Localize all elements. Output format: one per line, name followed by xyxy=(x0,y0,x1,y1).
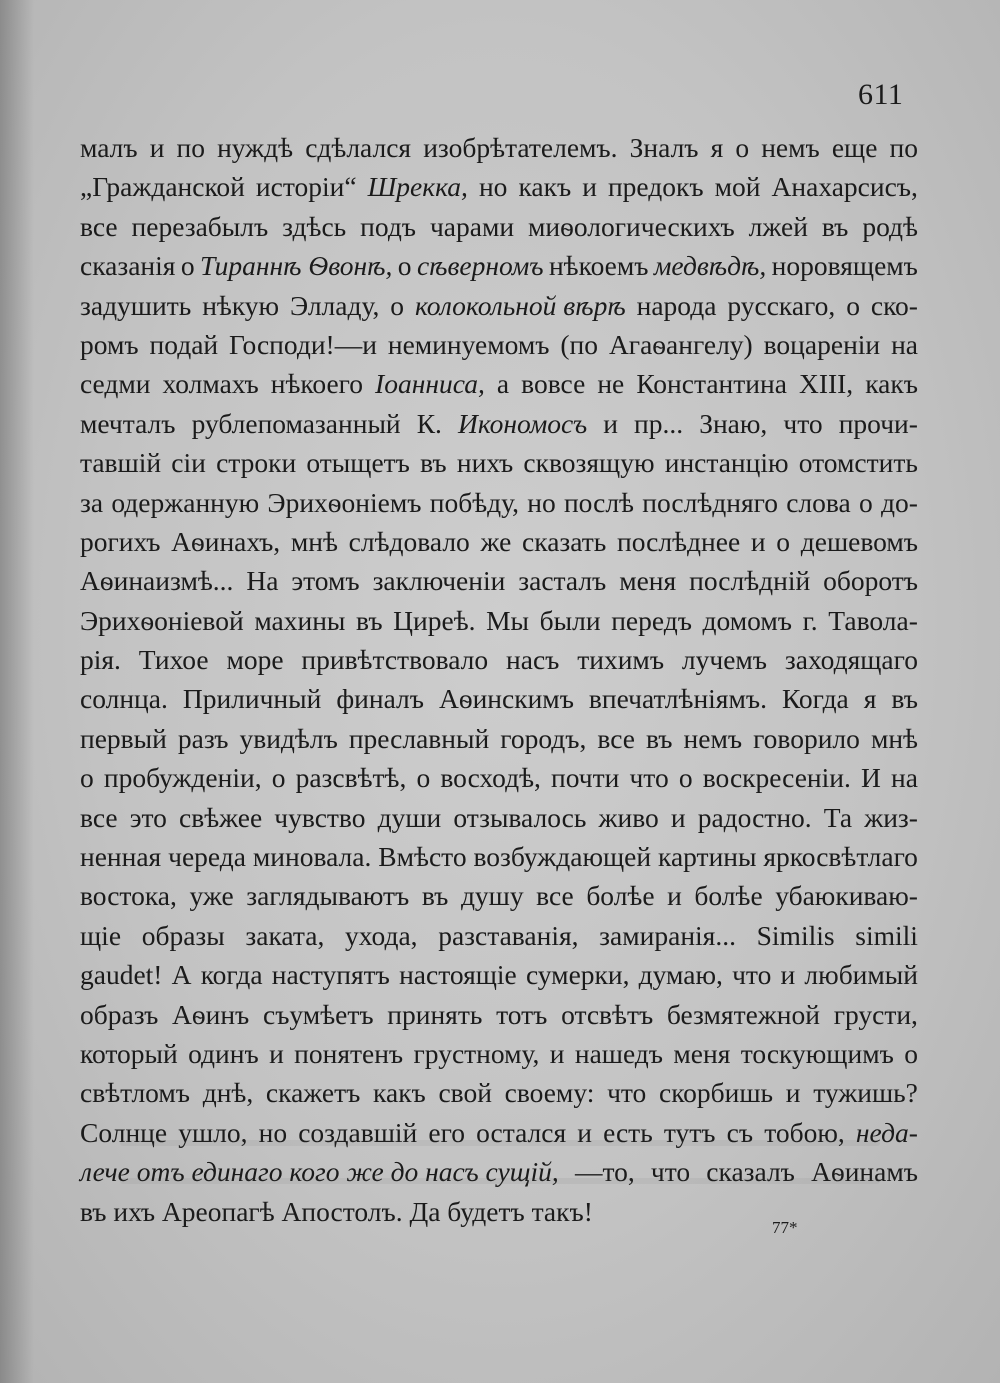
text-line xyxy=(80,916,918,955)
word: море xyxy=(226,644,284,676)
word: до- xyxy=(880,486,918,518)
word: меня xyxy=(619,565,677,597)
word: разъ xyxy=(177,722,229,754)
text-line xyxy=(80,640,918,679)
italic-word: Тираннѣ Ѳвонѣ, xyxy=(199,250,393,282)
word: и xyxy=(667,880,682,912)
word: Господи!—и xyxy=(229,328,377,360)
word: привѣтствовало xyxy=(301,644,489,676)
word: Знаю, xyxy=(699,407,768,439)
word: въ xyxy=(421,880,449,912)
word: послѣдняго xyxy=(642,486,778,518)
word: А xyxy=(171,959,192,991)
text-line xyxy=(80,758,918,797)
word: рія. xyxy=(80,644,121,676)
word: перезабылъ xyxy=(131,210,269,242)
word: въ xyxy=(645,722,673,754)
word: въ xyxy=(821,210,849,242)
word: принять xyxy=(387,998,483,1030)
word: что xyxy=(629,762,669,794)
word: отзывалось xyxy=(453,801,587,833)
italic-word: медвѣдѣ, xyxy=(653,250,767,282)
word: понятенъ xyxy=(294,1037,404,1069)
word: нихъ xyxy=(456,447,514,479)
word: Солнце xyxy=(80,1116,168,1148)
word: ихъ xyxy=(113,1195,156,1227)
word: о xyxy=(858,486,873,518)
word: все xyxy=(80,801,118,833)
word: какъ xyxy=(373,1077,426,1109)
word: дешевомъ xyxy=(800,525,918,557)
word: о xyxy=(416,762,431,794)
word: меня xyxy=(673,1037,731,1069)
italic-word: Икономосъ xyxy=(457,407,588,439)
word: свѣтломъ xyxy=(80,1077,191,1109)
text-line xyxy=(80,1113,918,1152)
word: gaudet! xyxy=(80,959,163,991)
word: миѳологическихъ xyxy=(528,210,735,242)
word: тоскующимъ xyxy=(740,1037,894,1069)
word: и xyxy=(577,1116,592,1148)
text-line xyxy=(80,325,918,364)
word: это xyxy=(129,801,167,833)
word: тобою, xyxy=(764,1116,845,1148)
word: отыщетъ xyxy=(306,447,410,479)
text-line xyxy=(80,364,918,403)
word: Аѳинахъ, xyxy=(171,525,281,557)
word: а xyxy=(496,368,510,400)
word: холмахъ xyxy=(162,368,259,400)
word: сказать xyxy=(522,525,607,557)
word: Приличный xyxy=(182,683,322,715)
word: солнца. xyxy=(80,683,168,715)
word: нуждѣ xyxy=(217,132,294,163)
italic-word: Іоанниса, xyxy=(375,368,485,400)
word: и xyxy=(549,1037,565,1069)
word: Мы xyxy=(486,604,530,636)
word: безмятежной xyxy=(666,998,820,1030)
word: пр... xyxy=(634,407,684,439)
word: о xyxy=(80,762,94,794)
word: есть xyxy=(603,1116,653,1148)
word: И xyxy=(860,762,881,794)
word: Аѳинаизмѣ... xyxy=(80,565,234,597)
word: мнѣ xyxy=(290,525,338,557)
word: прочи- xyxy=(838,407,918,439)
word: ромъ xyxy=(80,328,139,360)
word: Аѳинамъ xyxy=(811,1156,918,1188)
word: тотъ xyxy=(496,998,548,1030)
word: строки xyxy=(216,447,297,479)
word: востока, xyxy=(80,880,177,912)
word: Когда xyxy=(781,683,849,715)
body-text xyxy=(80,128,918,1231)
word: днѣ, xyxy=(202,1077,254,1109)
word: душу xyxy=(460,880,524,912)
word: Аѳинскимъ xyxy=(438,683,574,715)
word: съумѣетъ xyxy=(262,998,374,1030)
word: о xyxy=(271,762,286,794)
text-line xyxy=(80,483,918,522)
word: нашедъ xyxy=(574,1037,664,1069)
word: о xyxy=(776,525,791,557)
word: что xyxy=(732,959,772,991)
word: я xyxy=(863,683,877,715)
text-line xyxy=(80,1073,918,1112)
word: своему: xyxy=(504,1077,595,1109)
word: все xyxy=(80,210,118,242)
binding-shadow xyxy=(0,0,34,1383)
word: въ xyxy=(80,1195,107,1227)
word: немъ xyxy=(683,722,743,754)
word: первый xyxy=(80,722,167,754)
word: побѣду, xyxy=(429,486,519,518)
word: сдѣлался xyxy=(305,132,412,163)
word: любимый xyxy=(804,959,918,991)
word: еще xyxy=(831,132,878,163)
word: души xyxy=(377,801,442,833)
word: образъ xyxy=(80,998,159,1030)
word: свой xyxy=(438,1077,492,1109)
text-line xyxy=(80,246,918,285)
word: я xyxy=(710,132,724,163)
word: яркосвѣтлаго xyxy=(763,841,918,873)
word: на xyxy=(890,762,918,794)
text-line xyxy=(80,995,918,1034)
word: и xyxy=(750,525,766,557)
word: вовсе xyxy=(521,368,586,400)
word: грустному, xyxy=(413,1037,540,1069)
word: подай xyxy=(149,328,219,360)
italic-word: колокольной вѣрѣ xyxy=(414,289,626,321)
word: Анахарсисъ, xyxy=(771,171,918,203)
word: за xyxy=(80,486,104,518)
word: когда xyxy=(200,959,263,991)
word: будетъ xyxy=(447,1195,525,1227)
text-line xyxy=(80,601,918,640)
word: подъ xyxy=(360,210,417,242)
word: который xyxy=(80,1037,178,1069)
word: скорбишь xyxy=(659,1077,774,1109)
word: Аѳинъ xyxy=(172,998,250,1030)
word: что xyxy=(783,407,823,439)
text-line xyxy=(80,522,918,561)
word: чувство xyxy=(274,801,366,833)
word: убаюкиваю- xyxy=(775,880,918,912)
word: народа xyxy=(636,289,717,321)
word: но xyxy=(478,171,508,203)
word: заглядываютъ xyxy=(246,880,410,912)
word: о xyxy=(904,1037,918,1069)
italic-word: лече отъ единаго кого же до насъ сущій, xyxy=(80,1156,559,1188)
word: щіе xyxy=(80,919,122,951)
word: Эрихѳоніемъ xyxy=(267,486,422,518)
word: но xyxy=(527,486,556,518)
word: „Гражданской xyxy=(80,171,245,203)
word: мечталъ xyxy=(80,407,176,439)
word: Та xyxy=(823,801,853,833)
word: норовящемъ xyxy=(771,250,918,282)
word: по xyxy=(176,132,205,163)
word: Similis xyxy=(756,919,835,951)
word: инстанцію xyxy=(664,447,789,479)
word: жиз- xyxy=(864,801,918,833)
word: говорило xyxy=(753,722,860,754)
word: послѣ xyxy=(563,486,634,518)
word: слѣдовало xyxy=(348,525,470,557)
word: на xyxy=(891,328,918,360)
word: сказалъ xyxy=(706,1156,795,1188)
word: восходѣ, xyxy=(440,762,541,794)
word: ушло, xyxy=(178,1116,248,1148)
word: родѣ xyxy=(862,210,918,242)
word: грусти, xyxy=(833,998,918,1030)
word: о xyxy=(678,762,693,794)
word: финалъ xyxy=(336,683,424,715)
word: исторіи“ xyxy=(255,171,357,203)
word: —то, xyxy=(574,1156,635,1188)
text-line xyxy=(80,719,918,758)
word: г. xyxy=(802,604,818,636)
text-line xyxy=(80,955,918,994)
show-through-mark xyxy=(120,1178,880,1184)
text-line xyxy=(80,167,918,206)
word: Эрихѳоніевой xyxy=(80,604,244,636)
word: болѣе xyxy=(694,880,763,912)
text-line xyxy=(80,798,918,837)
word: слова xyxy=(786,486,851,518)
word: живо xyxy=(598,801,659,833)
word: изобрѣтателемъ. xyxy=(423,132,618,163)
word: череда xyxy=(168,841,246,873)
text-line xyxy=(80,443,918,482)
word: Элладу, xyxy=(290,289,380,321)
word: засталъ xyxy=(518,565,607,597)
word: предокъ xyxy=(607,171,704,203)
word: такъ! xyxy=(531,1195,593,1227)
word: Константина xyxy=(636,368,787,400)
word: мнѣ xyxy=(870,722,918,754)
word: одержанную xyxy=(111,486,260,518)
word: нѣкоего xyxy=(270,368,363,400)
word: Тавола- xyxy=(828,604,918,636)
word: тихимъ xyxy=(577,644,665,676)
word: simili xyxy=(855,919,918,951)
word: все xyxy=(597,722,635,754)
italic-word: неда- xyxy=(855,1116,918,1148)
word: въ xyxy=(891,683,918,715)
word: образы xyxy=(141,919,225,951)
word: остался xyxy=(476,1116,567,1148)
word: Зналъ xyxy=(629,132,699,163)
word: скажетъ xyxy=(265,1077,361,1109)
word: преславный xyxy=(348,722,490,754)
word: неминуемомъ xyxy=(387,328,550,360)
word: послѣднее xyxy=(617,525,741,557)
word: махины xyxy=(254,604,346,636)
word: какъ xyxy=(865,368,918,400)
word: сумерки, xyxy=(525,959,630,991)
word: и xyxy=(582,171,597,203)
text-line xyxy=(80,207,918,246)
word: Апостолъ. xyxy=(281,1195,403,1227)
word: заката, xyxy=(245,919,325,951)
word: и xyxy=(603,407,618,439)
word: но xyxy=(258,1116,288,1148)
word: Вмѣсто xyxy=(378,841,467,873)
word: рогихъ xyxy=(80,525,161,557)
word: сказанія xyxy=(80,250,176,282)
word: впечатлѣніямъ. xyxy=(588,683,767,715)
word: Циреѣ. xyxy=(393,604,476,636)
word: передъ xyxy=(611,604,692,636)
word: воцареніи xyxy=(763,328,881,360)
word: лжей xyxy=(748,210,808,242)
word: (по xyxy=(560,328,599,360)
text-line xyxy=(80,876,918,915)
word: и xyxy=(785,1077,801,1109)
word: Тихое xyxy=(138,644,209,676)
signature-mark: 77* xyxy=(772,1218,798,1237)
word: задушить xyxy=(80,289,192,321)
word: домомъ xyxy=(702,604,793,636)
word: настоящіе xyxy=(399,959,517,991)
word: тужишь? xyxy=(813,1077,918,1109)
word: о xyxy=(735,132,750,163)
word: одинъ xyxy=(188,1037,259,1069)
word: ухода, xyxy=(345,919,418,951)
text-line xyxy=(80,1152,918,1191)
text-line xyxy=(80,286,918,325)
word: ско- xyxy=(870,289,918,321)
word: думаю, xyxy=(638,959,723,991)
italic-word: сѣверномъ xyxy=(416,250,544,282)
word: послѣдній xyxy=(689,565,811,597)
word: свѣжее xyxy=(179,801,263,833)
page-number: 611 xyxy=(858,78,904,111)
word: рублепомазанный xyxy=(191,407,401,439)
text-line xyxy=(80,404,918,443)
word: съ xyxy=(726,1116,754,1148)
word: отсвѣтъ xyxy=(561,998,654,1030)
word: болѣе xyxy=(586,880,655,912)
text-line xyxy=(80,1034,918,1073)
word: русскаго, xyxy=(727,289,836,321)
word: лучемъ xyxy=(681,644,768,676)
word: въ xyxy=(420,447,447,479)
word: Агаѳангелу) xyxy=(608,328,753,360)
word: возбуждающей xyxy=(473,841,652,873)
word: о xyxy=(397,250,412,282)
word: заходящаго xyxy=(784,644,918,676)
word: были xyxy=(539,604,601,636)
word: насъ xyxy=(506,644,560,676)
word: здѣсь xyxy=(282,210,347,242)
word: его xyxy=(428,1116,465,1148)
word: и xyxy=(670,801,686,833)
word: сіи xyxy=(171,447,206,479)
word: городъ, xyxy=(500,722,587,754)
word: миновала. xyxy=(252,841,372,873)
italic-word: Шрекка, xyxy=(367,171,468,203)
text-line xyxy=(80,561,918,600)
word: отомстить xyxy=(798,447,918,479)
word: К. xyxy=(416,407,442,439)
text-line xyxy=(80,837,918,876)
word: ненная xyxy=(80,841,162,873)
word: заключеніи xyxy=(372,565,506,597)
word: немъ xyxy=(761,132,820,163)
word: разсвѣтѣ, xyxy=(295,762,407,794)
word: и xyxy=(269,1037,284,1069)
word: что xyxy=(607,1077,647,1109)
word: уже xyxy=(189,880,234,912)
word: наступятъ xyxy=(271,959,390,991)
word: нѣкую xyxy=(202,289,280,321)
word: о xyxy=(846,289,860,321)
word: седми xyxy=(80,368,151,400)
word: увидѣлъ xyxy=(239,722,338,754)
word: тавшій xyxy=(80,447,162,479)
word: въ xyxy=(356,604,383,636)
word: почти xyxy=(551,762,620,794)
show-through-mark xyxy=(120,1140,880,1146)
word: XIII, xyxy=(798,368,854,400)
word: нѣкоемъ xyxy=(548,250,649,282)
word: воскресеніи. xyxy=(702,762,851,794)
word: радостно. xyxy=(697,801,812,833)
word: же xyxy=(480,525,512,557)
word: замиранія... xyxy=(599,919,736,951)
word: и xyxy=(780,959,796,991)
word: картины xyxy=(658,841,757,873)
word: малъ xyxy=(80,132,138,163)
word: о xyxy=(180,250,195,282)
word: Да xyxy=(409,1195,441,1227)
word: создавшій xyxy=(298,1116,418,1148)
word: о xyxy=(390,289,405,321)
word: чарами xyxy=(429,210,515,242)
word: и xyxy=(149,132,165,163)
word: На xyxy=(246,565,279,597)
word: что xyxy=(650,1156,691,1188)
text-line xyxy=(80,128,918,167)
word: тутъ xyxy=(663,1116,716,1148)
word: по xyxy=(889,132,918,163)
word: этомъ xyxy=(291,565,360,597)
word: сквозящую xyxy=(523,447,655,479)
word: мой xyxy=(714,171,761,203)
word: не xyxy=(597,368,625,400)
word: оборотъ xyxy=(823,565,918,597)
word: Ареопагѣ xyxy=(161,1195,275,1227)
word: разставанія, xyxy=(438,919,579,951)
word: какъ xyxy=(518,171,572,203)
word: пробужденіи, xyxy=(103,762,262,794)
text-line xyxy=(80,679,918,718)
word: все xyxy=(536,880,574,912)
